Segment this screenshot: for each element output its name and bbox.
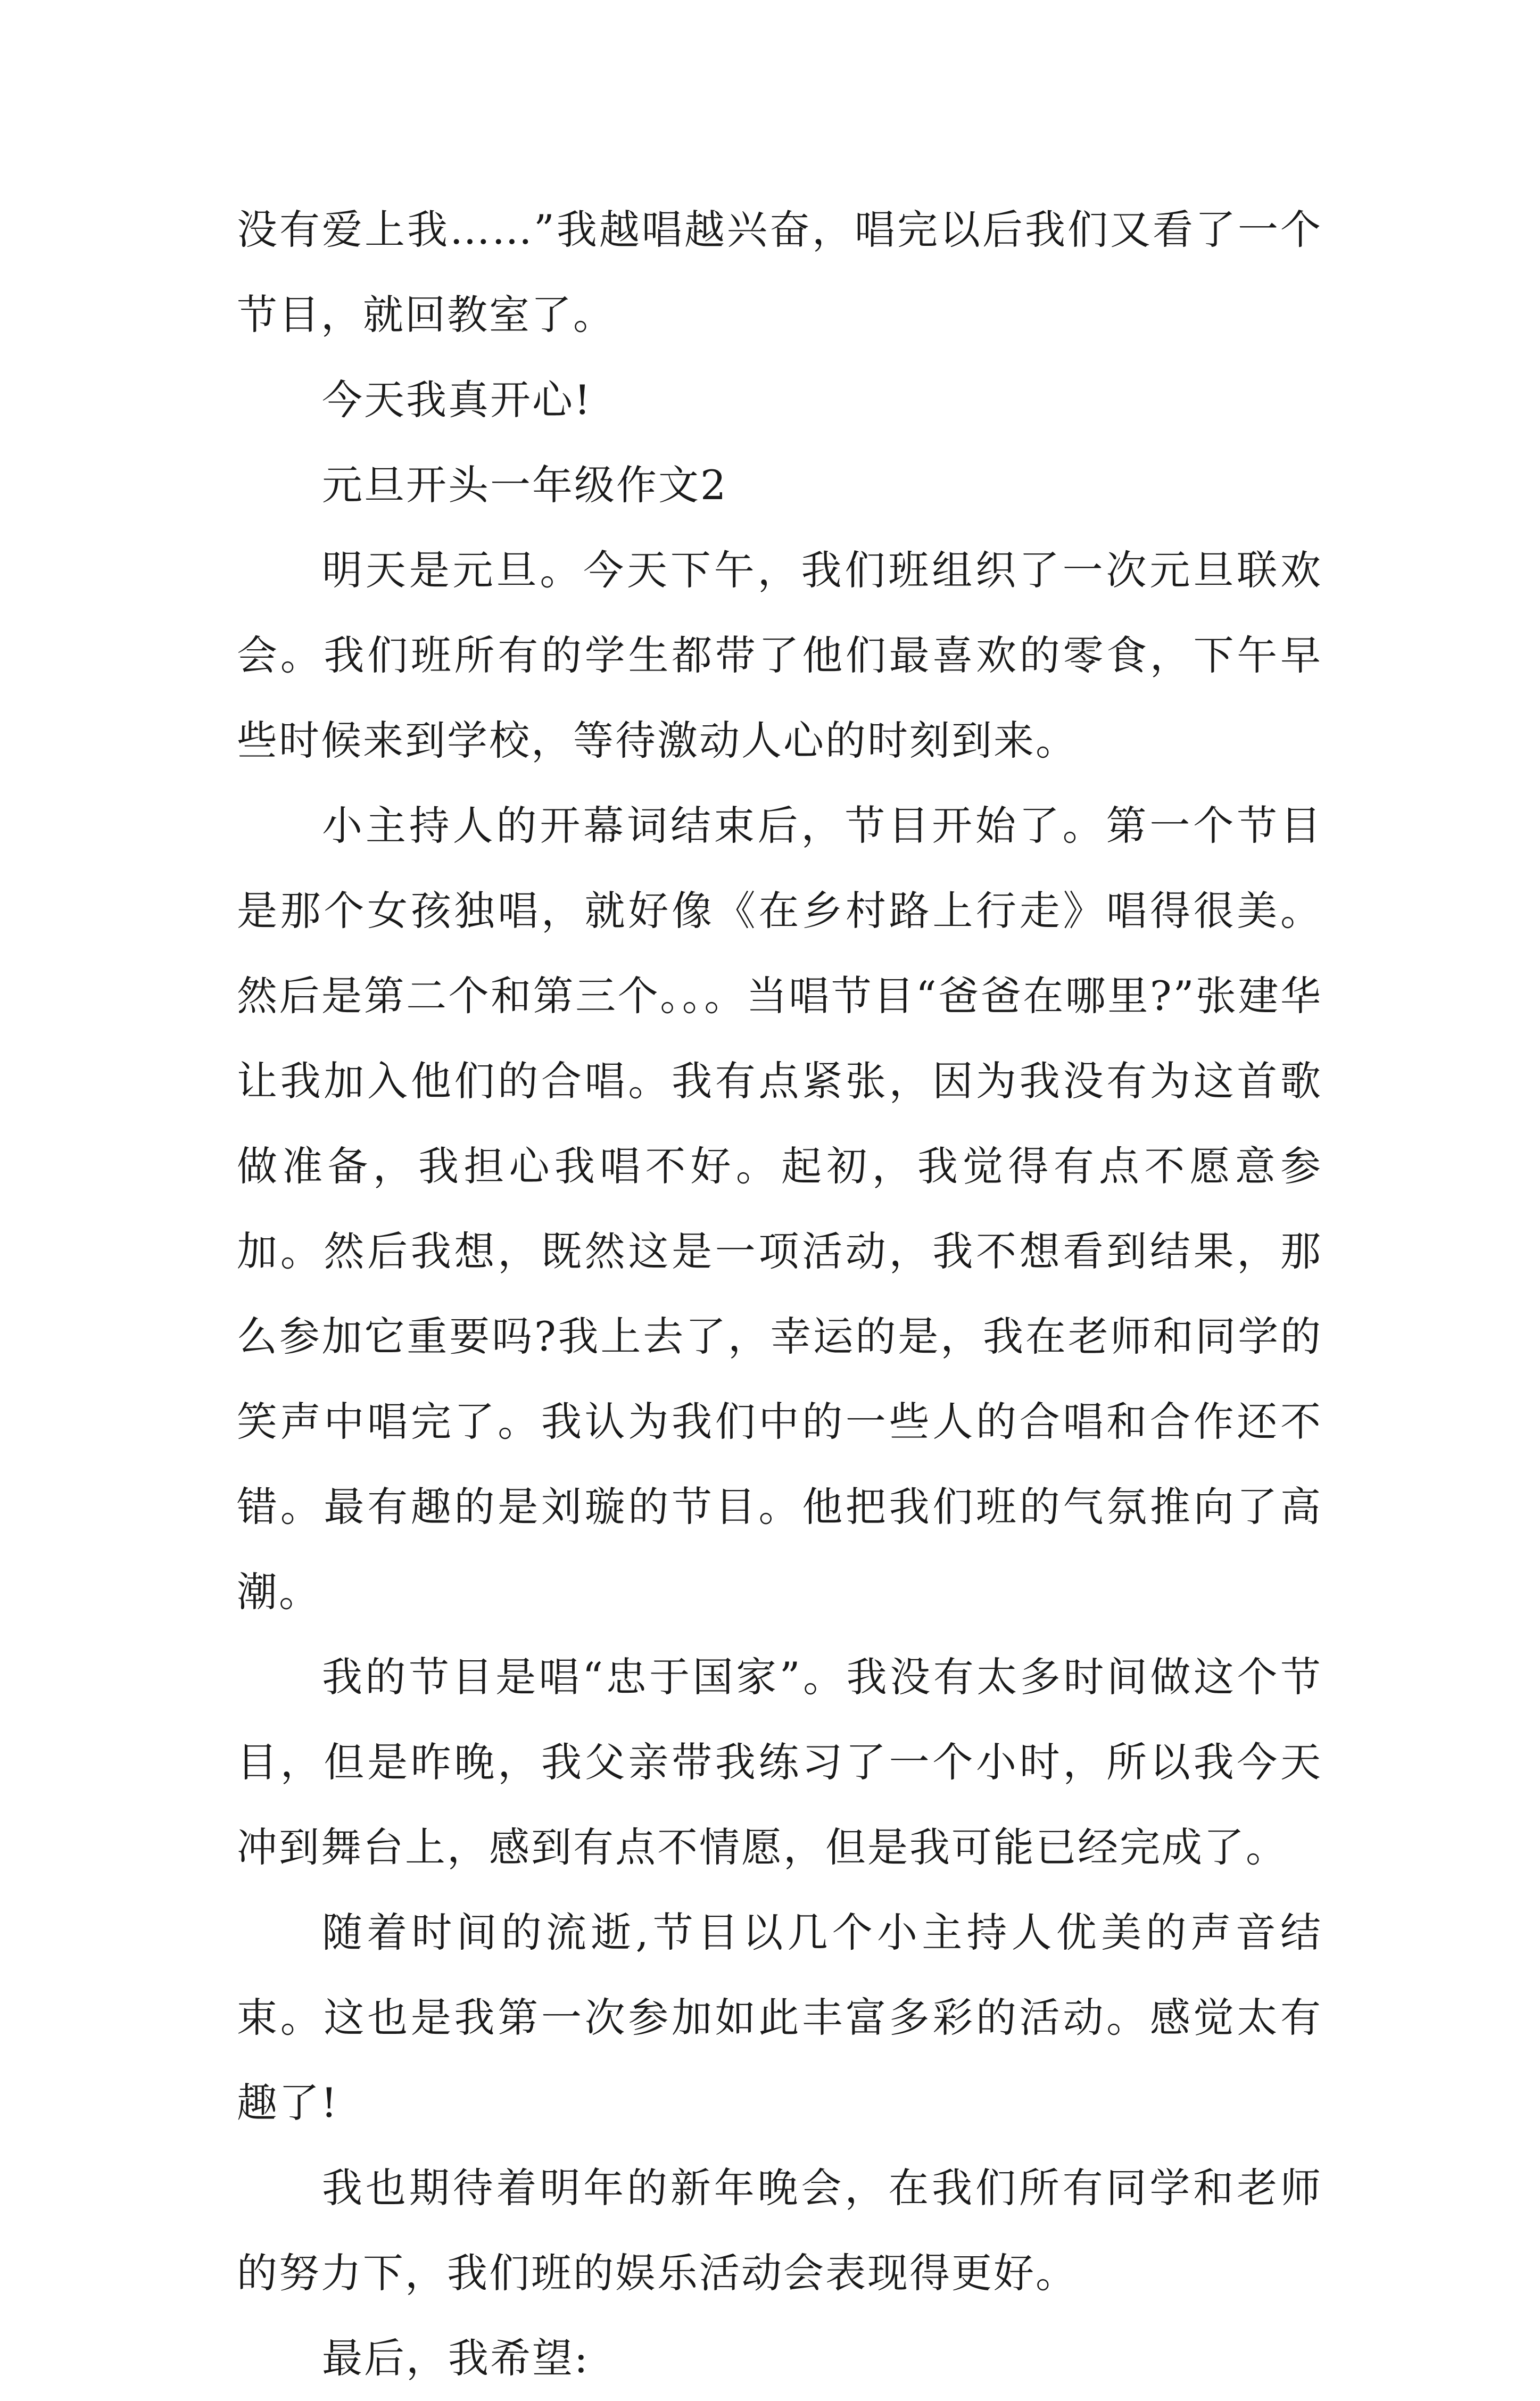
paragraph-happy: 今天我真开心! — [322, 376, 592, 424]
paragraph-ending: 随着时间的流逝,节目以几个小主持人优美的声音结束。这也是我第一次参加如此丰富多彩的活动。感觉太有趣了! — [237, 1909, 1322, 2126]
document-body — [237, 187, 1322, 2401]
paragraph-continuation: 没有爱上我……”我越唱越兴奋，唱完以后我们又看了一个节目，就回教室了。 — [237, 206, 1322, 338]
essay-title: 元旦开头一年级作文2 — [322, 461, 728, 509]
paragraph-program: 小主持人的开幕词结束后，节目开始了。第一个节目是那个女孩独唱，就好像《在乡村路上行走》唱得很美。然后是第二个和第三个。。。当唱节目“爸爸在哪里?”张建华让我加入他们的合唱。我有点紧张，因为我没有为这首歌做准备，我担心我唱不好。起初，我觉得有点不愿意参加。然后我想，既然这是一项活动，我不想看到结果，那么参加它重要吗?我上去了，幸运的是，我在老师和同学的笑声中唱完了。我认为我们中的一些人的合唱和合作还不错。最有趣的是刘璇的节目。他把我们班的气氛推向了高潮。 — [237, 802, 1322, 1616]
paragraph-intro: 明天是元旦。今天下午，我们班组织了一次元旦联欢会。我们班所有的学生都带了他们最喜欢的零食，下午早些时候来到学校，等待激动人心的时刻到来。 — [237, 547, 1322, 764]
paragraph-final-wish: 最后，我希望: — [322, 2334, 590, 2382]
paragraph-expectation: 我也期待着明年的新年晚会，在我们所有同学和老师的努力下，我们班的娱乐活动会表现得更好。 — [237, 2164, 1322, 2297]
paragraph-my-program: 我的节目是唱“忠于国家”。我没有太多时间做这个节目，但是昨晚，我父亲带我练习了一个小时，所以我今天冲到舞台上，感到有点不情愿，但是我可能已经完成了。 — [237, 1653, 1322, 1871]
